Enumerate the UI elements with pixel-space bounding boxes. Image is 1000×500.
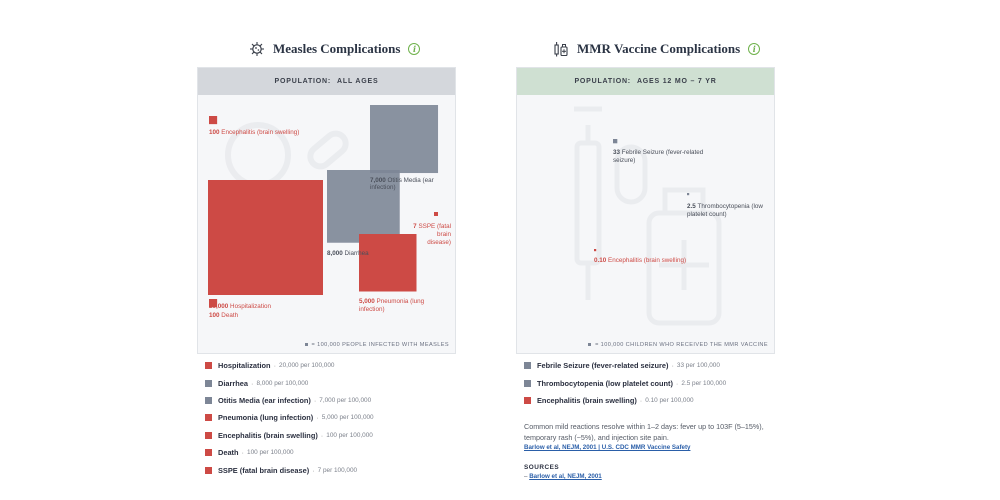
square-encephalitis [594,249,596,251]
sources-heading: SOURCES [524,464,560,471]
population-header [198,68,455,95]
legend-item [205,374,505,391]
legend-label: Diarrhea [218,378,248,388]
population-value: AGES 12 MO – 7 YR [636,78,717,85]
unit-square-icon [305,343,308,346]
legend-label: Death [218,448,239,458]
legend-separator: · [639,395,643,405]
mmr-legend [524,357,824,409]
source-link[interactable]: Barlow et al, NEJM, 2001 [529,473,602,480]
population-label: POPULATION: [574,78,631,85]
mmr-chart [516,67,775,354]
population-value: ALL AGES [337,78,379,85]
mmr-title-text: MMR Vaccine Complications [577,41,741,56]
label-sspe-line2: brain [436,231,451,238]
legend-swatch [524,362,531,369]
legend-item [524,357,824,374]
legend-swatch [205,362,212,369]
legend-swatch [205,397,212,404]
source-dash: – [524,473,528,480]
legend-swatch [524,397,531,404]
legend-item [205,461,505,478]
square-sspe [434,212,438,216]
square-otitis [370,105,438,173]
mmr-squares [517,95,776,355]
label-sspe-line3: disease) [427,239,451,246]
population-label: POPULATION: [274,78,332,85]
legend-item [205,427,505,444]
measles-squares [198,95,457,355]
vaccine-icon [553,41,569,57]
legend-item [205,392,505,409]
legend-item [524,392,824,409]
label-encephalitis: 100 Encephalitis (brain swelling) [209,129,300,136]
legend-label: Hospitalization [218,361,271,371]
square-thrombocytopenia [687,193,689,195]
measles-legend [205,357,505,479]
label-thrombo: 2.5 Thrombocytopenia (low [687,203,763,210]
legend-item [205,357,505,374]
legend-value: 20,000 per 100,000 [279,362,335,370]
legend-swatch [205,414,212,421]
mild-reactions-note: Common mild reactions resolve within 1–2 days: fever up to 103F (5–15%), temporary rash (~5%), and injection site pain. [524,422,764,442]
unit-square-icon [588,343,591,346]
square-hospitalization [208,180,323,295]
info-icon[interactable]: i [748,43,760,55]
chart-footnote: = 100,000 PEOPLE INFECTED WITH MEASLES [305,342,450,348]
label-otitis-line2: infection) [370,184,396,191]
legend-value: 100 per 100,000 [326,431,373,439]
legend-label: Febrile Seizure (fever-related seizure) [537,361,669,371]
legend-value: 100 per 100,000 [247,449,294,457]
legend-label: Otitis Media (ear infection) [218,395,311,405]
virus-icon [249,41,265,57]
legend-label: Thrombocytopenia (low platelet count) [537,378,673,388]
legend-label: Encephalitis (brain swelling) [218,430,318,440]
legend-swatch [205,467,212,474]
square-febrile [613,139,617,143]
legend-item [205,444,505,461]
legend-swatch [524,380,531,387]
legend-item [205,409,505,426]
label-febrile: 33 Febrile Seizure (fever-related [613,149,704,156]
legend-separator: · [312,465,315,475]
label-hospitalization: 20,000 Hospitalization [209,303,271,310]
label-otitis: 7,000 Otitis Media (ear [370,177,434,184]
label-diarrhea: 8,000 Diarrhea [327,250,369,257]
label-sspe: 7 SSPE (fatal [413,223,451,230]
mmr-title [553,40,760,58]
legend-value: 7 per 100,000 [317,466,358,474]
label-death: 100 Death [209,312,239,319]
legend-swatch [205,380,212,387]
legend-value: 0.10 per 100,000 [645,396,694,404]
info-icon[interactable]: i [408,43,420,55]
legend-value: 2.5 per 100,000 [681,379,727,387]
label-pneumonia-line2: infection) [359,306,385,313]
legend-separator: · [313,395,317,405]
legend-value: 8,000 per 100,000 [256,379,309,387]
legend-value: 5,000 per 100,000 [321,414,374,422]
measles-title-text: Measles Complications [273,41,401,56]
legend-item [524,374,824,391]
legend-separator: · [671,361,674,371]
legend-value: 7,000 per 100,000 [319,396,372,404]
label-febrile-line2: seizure) [613,157,636,164]
label-thrombo-line2: platelet count) [687,211,727,218]
square-pneumonia [359,234,417,292]
square-encephalitis [209,116,217,124]
legend-label: Encephalitis (brain swelling) [537,395,637,405]
source-item [524,473,602,480]
legend-swatch [205,432,212,439]
legend-separator: · [675,378,679,388]
legend-label: SSPE (fatal brain disease) [218,465,310,475]
legend-value: 33 per 100,000 [676,362,720,370]
legend-separator: · [316,413,319,423]
legend-separator: · [320,430,324,440]
population-header [517,68,774,95]
legend-separator: · [251,378,254,388]
measles-chart [197,67,456,354]
label-pneumonia: 5,000 Pneumonia (lung [359,298,425,305]
legend-separator: · [241,448,245,458]
label-encephalitis: 0.10 Encephalitis (brain swelling) [594,257,687,264]
legend-label: Pneumonia (lung infection) [218,413,314,423]
legend-separator: · [273,361,277,371]
measles-title [249,40,420,58]
note-citation-link[interactable]: Barlow et al, NEJM, 2001 | U.S. CDC MMR Vaccine Safety [524,444,691,451]
legend-swatch [205,449,212,456]
chart-footnote: = 100,000 CHILDREN WHO RECEIVED THE MMR VACCINE [588,342,768,348]
